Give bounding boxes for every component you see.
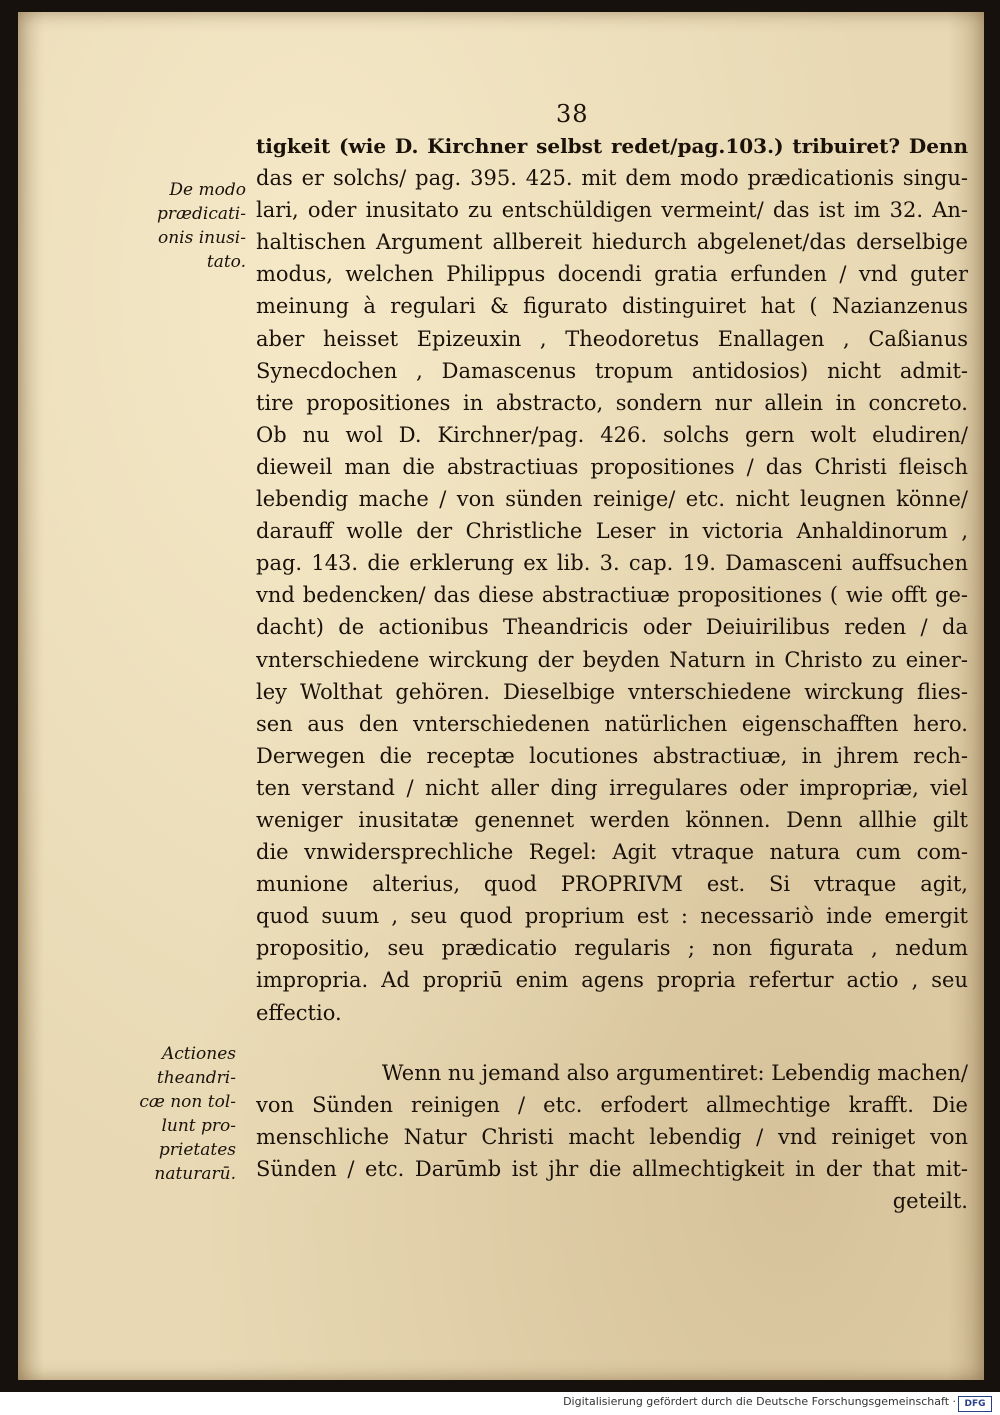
text-line: haltischen Argument allbereit hiedurch abgelenet/das derselbige	[256, 230, 968, 255]
text-line: darauff wolle der Christliche Leser in victoria Anhaldinorum ,	[256, 519, 968, 544]
margin-note-line: Actiones	[161, 1044, 236, 1064]
margin-note-line: theandri-	[156, 1068, 236, 1088]
body-text	[256, 130, 968, 1217]
text-line: von Sünden reinigen / etc. erfodert allmechtige krafft. Die	[256, 1092, 968, 1117]
text-line: aber heisset Epizeuxin , Theodoretus Enallagen , Caßianus	[256, 326, 968, 351]
text-line: propositio, seu prædicatio regularis ; non figurata , nedum	[256, 936, 968, 961]
text-line: meinung à regulari & figurato distinguiret hat ( Nazianzenus	[256, 294, 968, 319]
footer-credit: Digitalisierung gefördert durch die Deutsche Forschungsgemeinschaft ·	[563, 1395, 956, 1408]
margin-note-line: prietates	[158, 1140, 236, 1160]
text-line: Synecdochen , Damascenus tropum antidosios) nicht admit-	[256, 358, 968, 383]
margin-note-modo-praedicationis	[146, 178, 246, 274]
text-line: tigkeit (wie D. Kirchner selbst redet/pag.103.) tribuiret? Denn	[256, 134, 968, 158]
margin-note-line: cæ non tol-	[139, 1092, 236, 1112]
margin-note-line: De modo	[169, 180, 246, 200]
text-line: ley Wolthat gehören. Dieselbige vnterschiedene wirckung flies-	[256, 679, 968, 704]
text-line: weniger inusitatæ genennet werden können. Denn allhie gilt	[256, 807, 968, 832]
footer-bar	[0, 1392, 1000, 1415]
text-line: munione alterius, quod PROPRIVM est. Si vtraque agit,	[256, 872, 968, 897]
text-line: dacht) de actionibus Theandricis oder Deiuirilibus reden / da	[256, 615, 968, 640]
text-line: das er solchs/ pag. 395. 425. mit dem modo prædicationis singu-	[256, 166, 968, 191]
text-line: effectio.	[256, 1000, 342, 1025]
margin-note-line: prædicati-	[157, 204, 246, 224]
book-page	[18, 12, 984, 1380]
text-line: pag. 143. die erklerung ex lib. 3. cap. 19. Damasceni auffsuchen	[256, 551, 968, 576]
margin-note-line: tato.	[206, 252, 246, 272]
dfg-logo-icon: DFG	[958, 1396, 992, 1412]
text-line: Ob nu wol D. Kirchner/pag. 426. solchs gern wolt eludiren/	[256, 422, 968, 447]
page-number: 38	[556, 100, 589, 128]
text-line: die vnwidersprechliche Regel: Agit vtraque natura cum com-	[256, 840, 968, 865]
text-line: vnd bedencken/ das diese abstractiuæ propositiones ( wie offt ge-	[256, 583, 968, 608]
text-line: Derwegen die receptæ locutiones abstractiuæ, in jhrem rech-	[256, 743, 968, 768]
paragraph-2	[256, 1057, 968, 1217]
paragraph-1	[256, 130, 968, 1029]
text-line: quod suum , seu quod proprium est : necessariò inde emergit	[256, 904, 968, 929]
text-line: tire propositiones in abstracto, sondern nur allein in concreto.	[256, 390, 968, 415]
margin-note-line: naturarū.	[154, 1164, 236, 1184]
margin-note-line: onis inusi-	[158, 228, 246, 248]
text-line: menschliche Natur Christi macht lebendig / vnd reiniget von	[256, 1124, 968, 1149]
text-line: ten verstand / nicht aller ding irregulares oder impropriæ, viel	[256, 775, 968, 800]
margin-note-line: lunt pro-	[161, 1116, 236, 1136]
text-line: impropria. Ad propriū enim agens propria refertur actio , seu	[256, 968, 968, 993]
text-line: modus, welchen Philippus docendi gratia erfunden / vnd guter	[256, 262, 968, 287]
text-line: sen aus den vnterschiedenen natürlichen eigenschafften hero.	[256, 711, 968, 736]
margin-note-actiones-theandricae	[136, 1042, 236, 1186]
text-line: dieweil man die abstractiuas propositiones / das Christi fleisch	[256, 454, 968, 479]
text-line: vnterschiedene wirckung der beyden Naturn in Christo zu einer-	[256, 647, 968, 672]
catchword: geteilt.	[892, 1189, 968, 1213]
paragraph-gap	[256, 1029, 968, 1057]
text-line: lebendig mache / von sünden reinige/ etc. nicht leugnen könne/	[256, 487, 968, 512]
text-line: Wenn nu jemand also argumentiret: Lebendig machen/	[381, 1060, 968, 1085]
text-line: Sünden / etc. Darūmb ist jhr die allmechtigkeit in der that mit-	[256, 1156, 968, 1181]
text-line: lari, oder inusitato zu entschüldigen vermeint/ das ist im 32. An-	[256, 198, 968, 223]
